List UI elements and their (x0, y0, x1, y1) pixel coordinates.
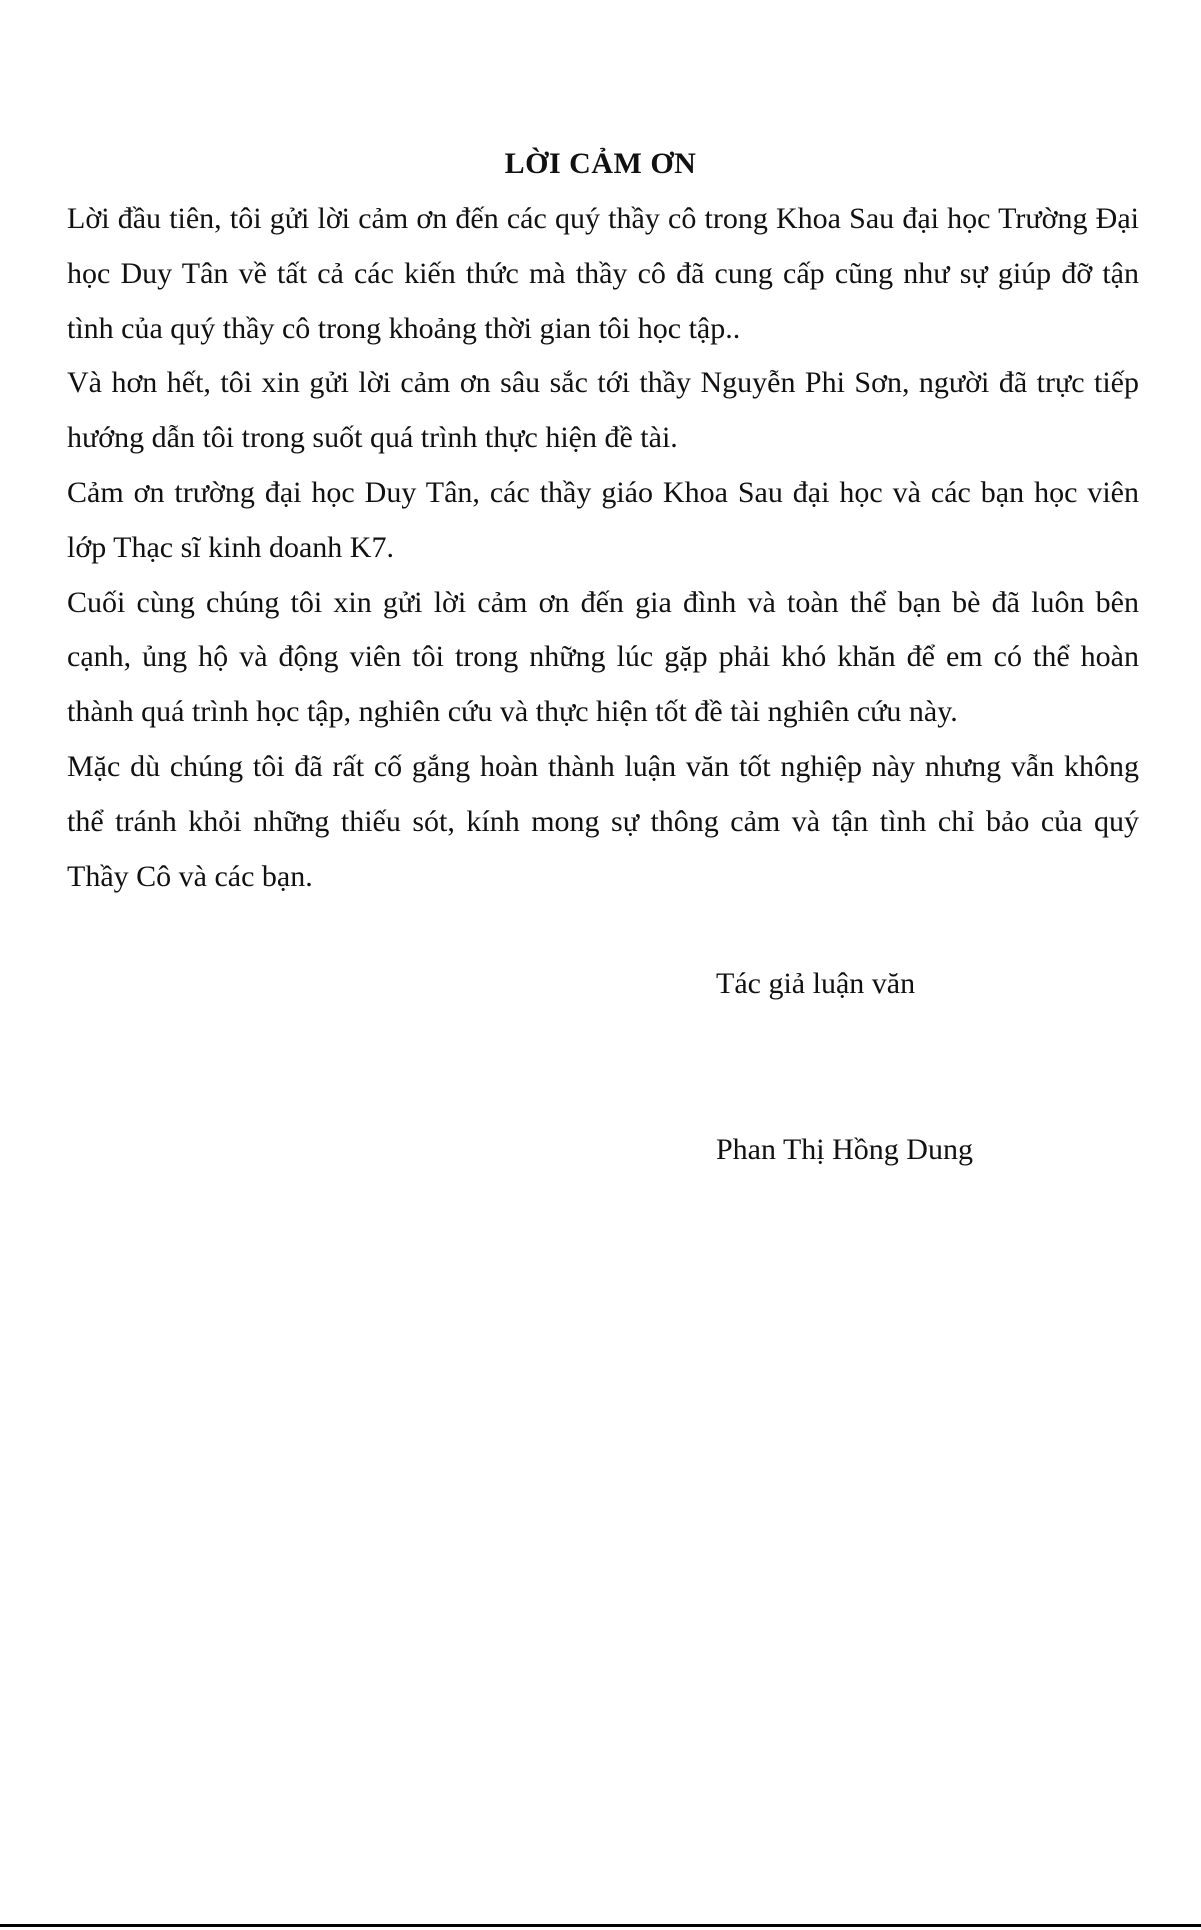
paragraph-1: Lời đầu tiên, tôi gửi lời cảm ơn đến các quý thầy cô trong Khoa Sau đại học Trường Đại học Duy Tân về tất cả các kiến thức mà thầy cô đã cung cấp cũng như sự giúp đỡ tận tình của quý thầy cô trong khoảng thời gian tôi học tập.. (67, 202, 1139, 345)
paragraph-2: Và hơn hết, tôi xin gửi lời cảm ơn sâu sắc tới thầy Nguyễn Phi Sơn, người đã trực tiếp hướng dẫn tôi trong suốt quá trình thực hiện đề tài. (67, 366, 1139, 455)
acknowledgement-body (67, 192, 1139, 904)
paragraph-4: Cuối cùng chúng tôi xin gửi lời cảm ơn đến gia đình và toàn thể bạn bè đã luôn bên cạnh, ủng hộ và động viên tôi trong những lúc gặp phải khó khăn để em có thể hoàn thành quá trình học tập, nghiên cứu và thực hiện tốt đề tài nghiên cứu này. (67, 585, 1139, 729)
signature-name: Phan Thị Hồng Dung (716, 1133, 973, 1166)
page-bottom-border (0, 1924, 1201, 1927)
paragraph-3: Cảm ơn trường đại học Duy Tân, các thầy giáo Khoa Sau đại học và các bạn học viên lớp Thạc sĩ kinh doanh K7. (67, 475, 1139, 564)
page-title: LỜI CẢM ƠN (504, 147, 697, 180)
paragraph-5: Mặc dù chúng tôi đã rất cố gắng hoàn thành luận văn tốt nghiệp này nhưng vẫn không thể tránh khỏi những thiếu sót, kính mong sự thông cảm và tận tình chỉ bảo của quý Thầy Cô và các bạn. (67, 749, 1139, 893)
signature-role: Tác giả luận văn (716, 967, 916, 1000)
